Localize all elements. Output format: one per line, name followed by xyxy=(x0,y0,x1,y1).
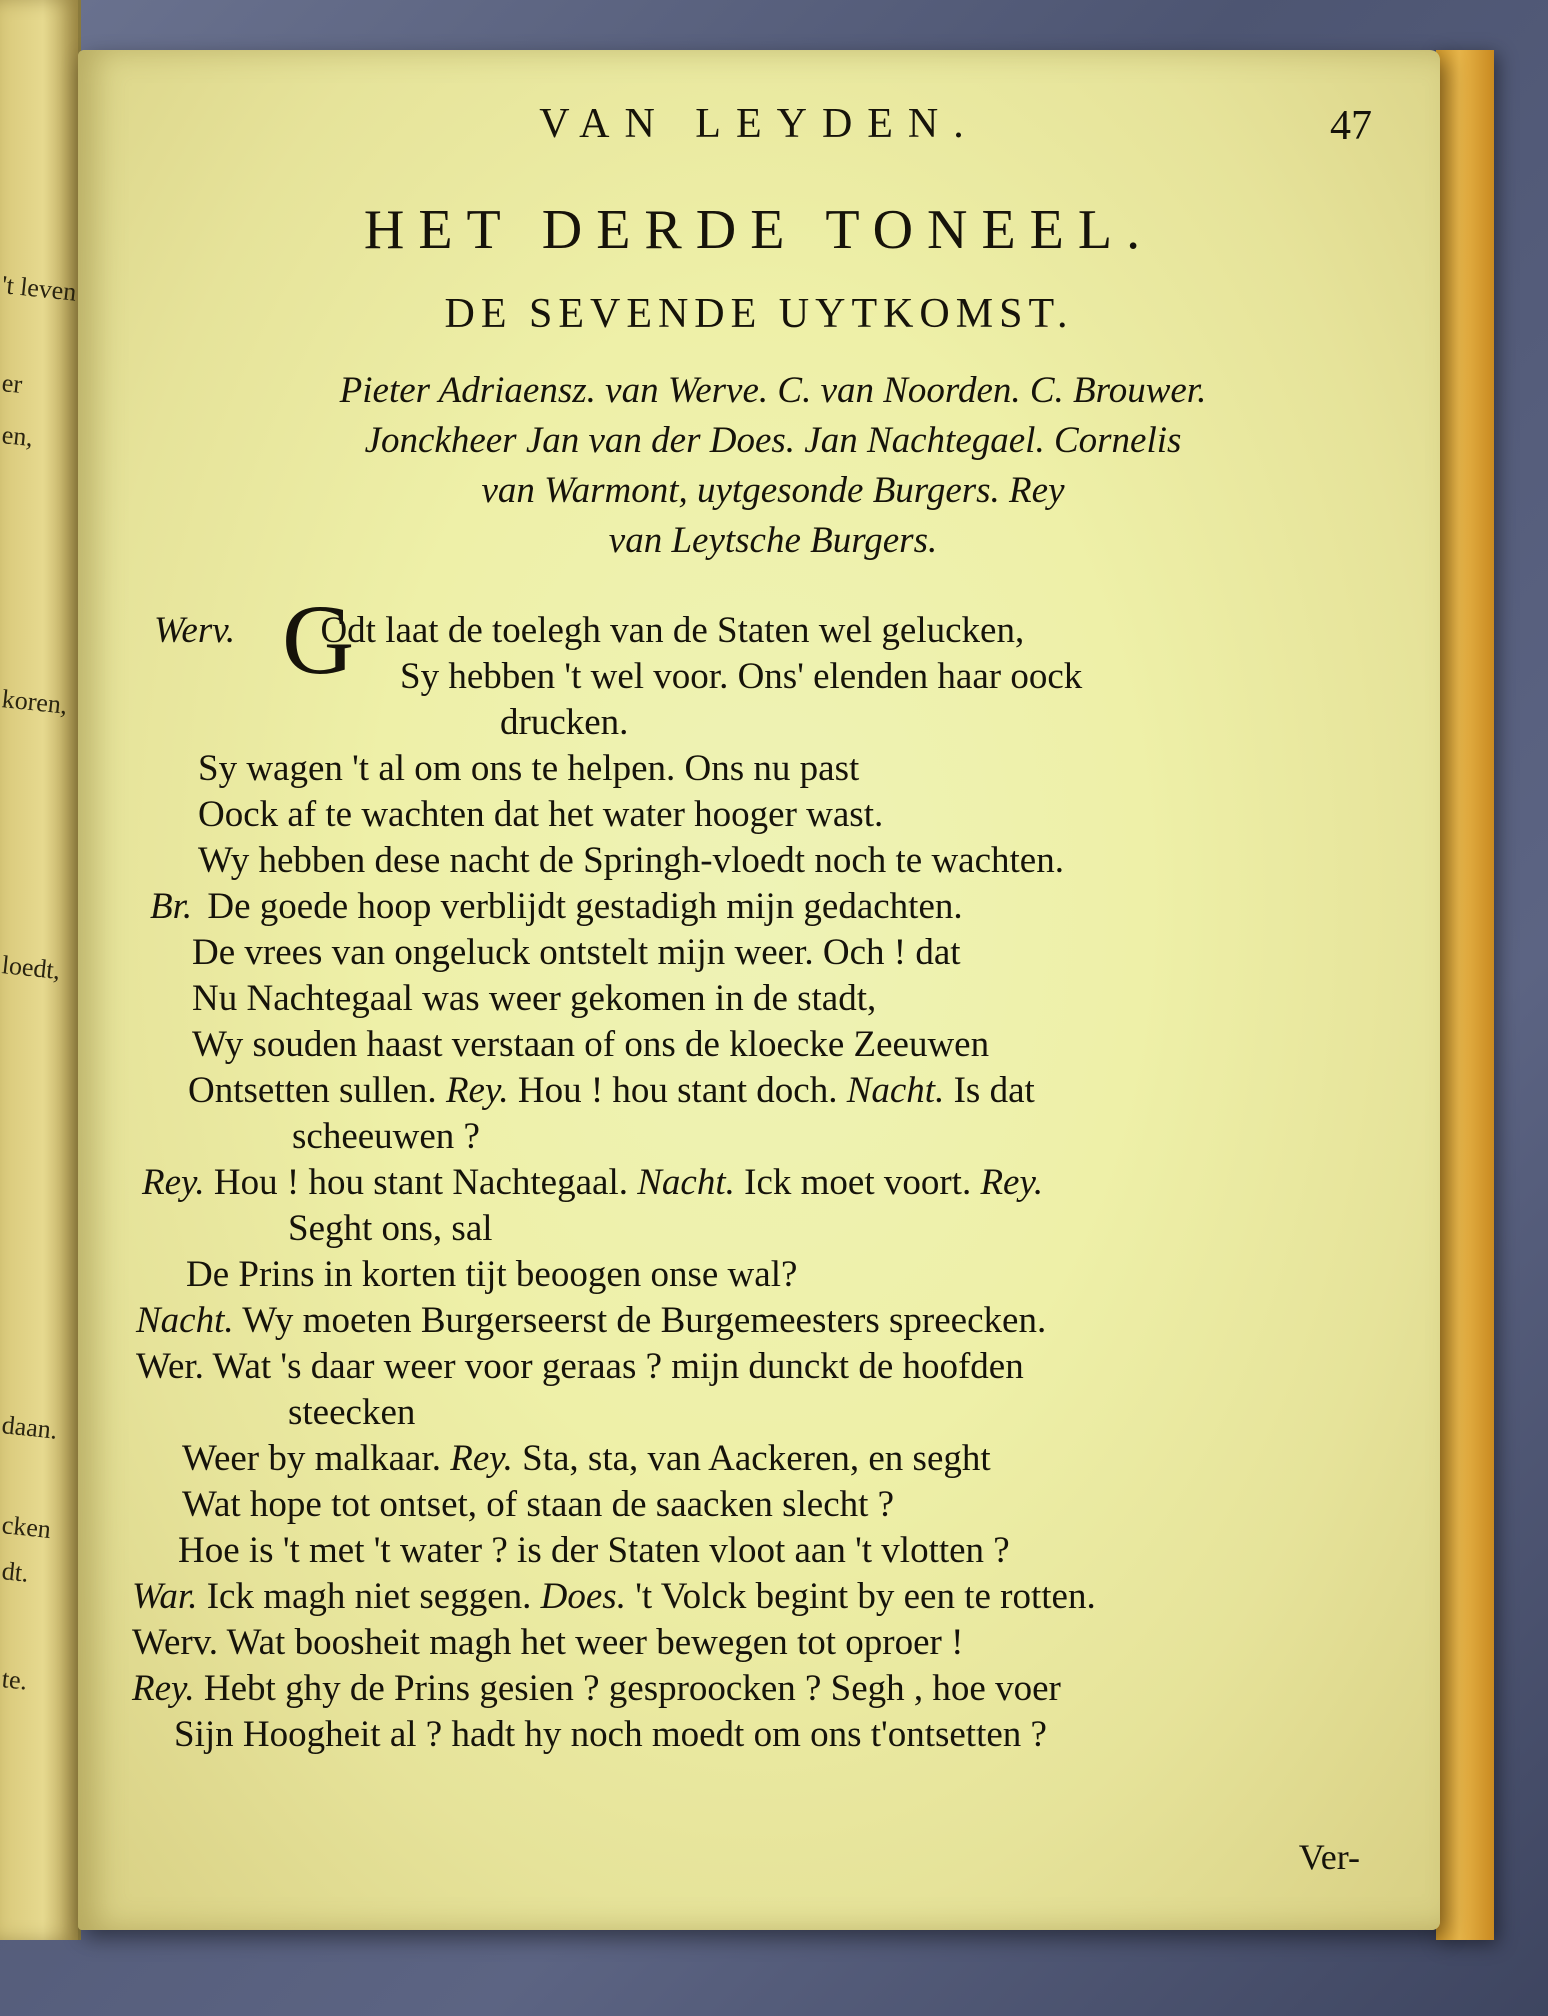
speaker-label: Nacht. xyxy=(846,1070,945,1111)
line-text: steecken xyxy=(288,1392,416,1433)
verse-line xyxy=(178,1528,1010,1574)
verse-line xyxy=(288,1206,493,1252)
verse-line xyxy=(142,1160,1043,1206)
line-text: scheeuwen ? xyxy=(292,1116,480,1157)
verse-line xyxy=(186,1252,797,1298)
verse-line xyxy=(192,930,961,976)
line-text: Hou ! hou stant doch. xyxy=(517,1070,838,1111)
line-text: Seght ons, sal xyxy=(288,1208,493,1249)
line-text: Hou ! hou stant Nachtegaal. xyxy=(213,1162,628,1203)
line-text: Weer by malkaar. xyxy=(182,1438,441,1479)
line-text: Sy hebben 't wel voor. Ons' elenden haar oock xyxy=(400,656,1083,697)
left-page-edge xyxy=(0,0,81,1940)
line-text: Wy moeten Burgerseerst de Burgemeesters spreecken. xyxy=(242,1300,1047,1341)
verse-line xyxy=(198,792,883,838)
line-text: De vrees van ongeluck ontstelt mijn weer. Och ! dat xyxy=(192,932,961,973)
line-text: Sta, sta, van Aackeren, en seght xyxy=(522,1438,991,1479)
speaker-label: Rey. xyxy=(132,1668,195,1709)
line-text: Ontsetten sullen. xyxy=(188,1070,437,1111)
left-page-fragment: en, xyxy=(0,420,35,453)
verse-line xyxy=(132,1574,1096,1620)
verse-line xyxy=(192,1022,989,1068)
section-title: HET DERDE TONEEL. xyxy=(363,199,1155,261)
line-text: Wy souden haast verstaan of ons de kloecke Zeeuwen xyxy=(192,1024,990,1065)
book-page xyxy=(78,50,1440,1930)
verse-line xyxy=(136,1344,1024,1390)
speaker-label: Rey. xyxy=(142,1162,205,1203)
catchword: Ver- xyxy=(1298,1837,1360,1877)
verse-line xyxy=(500,700,628,746)
line-text: De goede hoop verblijdt gestadigh mijn gedachten. xyxy=(207,886,963,927)
verse-line xyxy=(188,1068,1035,1114)
line-text: Ick magh niet seggen. xyxy=(206,1576,532,1617)
cast-line: van Leytsche Burgers. xyxy=(608,520,938,561)
speaker-label: Rey. xyxy=(445,1070,509,1111)
line-text: Hebt ghy de Prins gesien ? gesproocken ? Segh , hoe voer xyxy=(203,1668,1061,1709)
verse-line xyxy=(182,1482,894,1528)
line-text: drucken. xyxy=(500,702,629,743)
left-page-fragment: cken xyxy=(0,1510,53,1545)
verse-line xyxy=(132,1620,963,1666)
verse-line xyxy=(198,838,1064,884)
speaker-label: Werv. xyxy=(132,1622,219,1663)
left-page-fragment: koren, xyxy=(0,684,69,720)
line-text: Sijn Hoogheit al ? hadt hy noch moedt om ons t'ontsetten ? xyxy=(174,1714,1047,1755)
verse-line xyxy=(192,976,876,1022)
verse-line xyxy=(154,608,1024,654)
verse-line xyxy=(198,746,859,792)
verse-line xyxy=(292,1114,480,1160)
line-text: Wat hope tot ontset, of staan de saacken slecht ? xyxy=(182,1484,895,1525)
speaker-label: Nacht. xyxy=(637,1162,735,1203)
line-text: Wy hebben dese nacht de Springh-vloedt noch te wachten. xyxy=(198,840,1064,881)
speaker-label: Br. xyxy=(150,886,193,927)
left-page-fragment: dt. xyxy=(0,1556,31,1588)
speaker-label: War. xyxy=(132,1576,198,1617)
speaker-label: Wer. xyxy=(136,1346,204,1387)
speaker-label: Nacht. xyxy=(136,1300,234,1341)
verse-line xyxy=(150,884,963,930)
left-page-fragment: te. xyxy=(0,1664,29,1696)
verse-line xyxy=(132,1666,1061,1712)
verse-line xyxy=(182,1436,991,1482)
left-page-fragment: loedt, xyxy=(0,950,62,986)
page-edge xyxy=(1436,50,1494,1940)
verse-line xyxy=(288,1390,415,1436)
line-text: Oock af te wachten dat het water hooger wast. xyxy=(198,794,884,835)
line-text: Sy wagen 't al om ons te helpen. Ons nu past xyxy=(198,748,860,789)
speaker-label: Rey. xyxy=(450,1438,513,1479)
verse-line xyxy=(174,1712,1047,1758)
line-text: Wat 's daar weer voor geraas ? mijn dunckt de hoofden xyxy=(212,1346,1024,1387)
cast-line: Pieter Adriaensz. van Werve. C. van Noorden. C. Brouwer. xyxy=(339,370,1207,411)
left-page-fragment: er xyxy=(0,368,24,400)
drop-cap: G xyxy=(282,584,355,695)
speaker-label: Rey. xyxy=(980,1162,1044,1203)
cast-line: van Warmont, uytgesonde Burgers. Rey xyxy=(481,470,1065,511)
verse-text xyxy=(78,50,1440,1930)
line-text: Hoe is 't met 't water ? is der Staten vloot aan 't vlotten ? xyxy=(178,1530,1010,1571)
line-text: Ick moet voort. xyxy=(744,1162,972,1203)
page-number: 47 xyxy=(1330,103,1372,149)
line-text: Wat boosheit magh het weer bewegen tot oproer ! xyxy=(226,1622,964,1663)
line-text: De Prins in korten tijt beoogen onse wal? xyxy=(186,1254,798,1295)
subtitle: DE SEVENDE UYTKOMST. xyxy=(444,291,1074,337)
verse-line xyxy=(136,1298,1046,1344)
running-title: VAN LEYDEN. xyxy=(539,101,979,147)
cast-line: Jonckheer Jan van der Does. Jan Nachtegael. Cornelis xyxy=(364,420,1182,461)
left-page-fragment: daan. xyxy=(0,1410,59,1445)
verse-line xyxy=(400,654,1082,700)
speaker-label: Werv. xyxy=(154,610,236,651)
left-page-fragment: 't leven xyxy=(0,270,78,307)
line-text: Nu Nachtegaal was weer gekomen in de stadt, xyxy=(192,978,877,1019)
line-text: Odt laat de toelegh van de Staten wel gelucken, xyxy=(320,610,1025,651)
line-text: Is dat xyxy=(953,1070,1035,1111)
speaker-label: Does. xyxy=(540,1576,626,1617)
line-text: 't Volck begint by een te rotten. xyxy=(635,1576,1096,1617)
